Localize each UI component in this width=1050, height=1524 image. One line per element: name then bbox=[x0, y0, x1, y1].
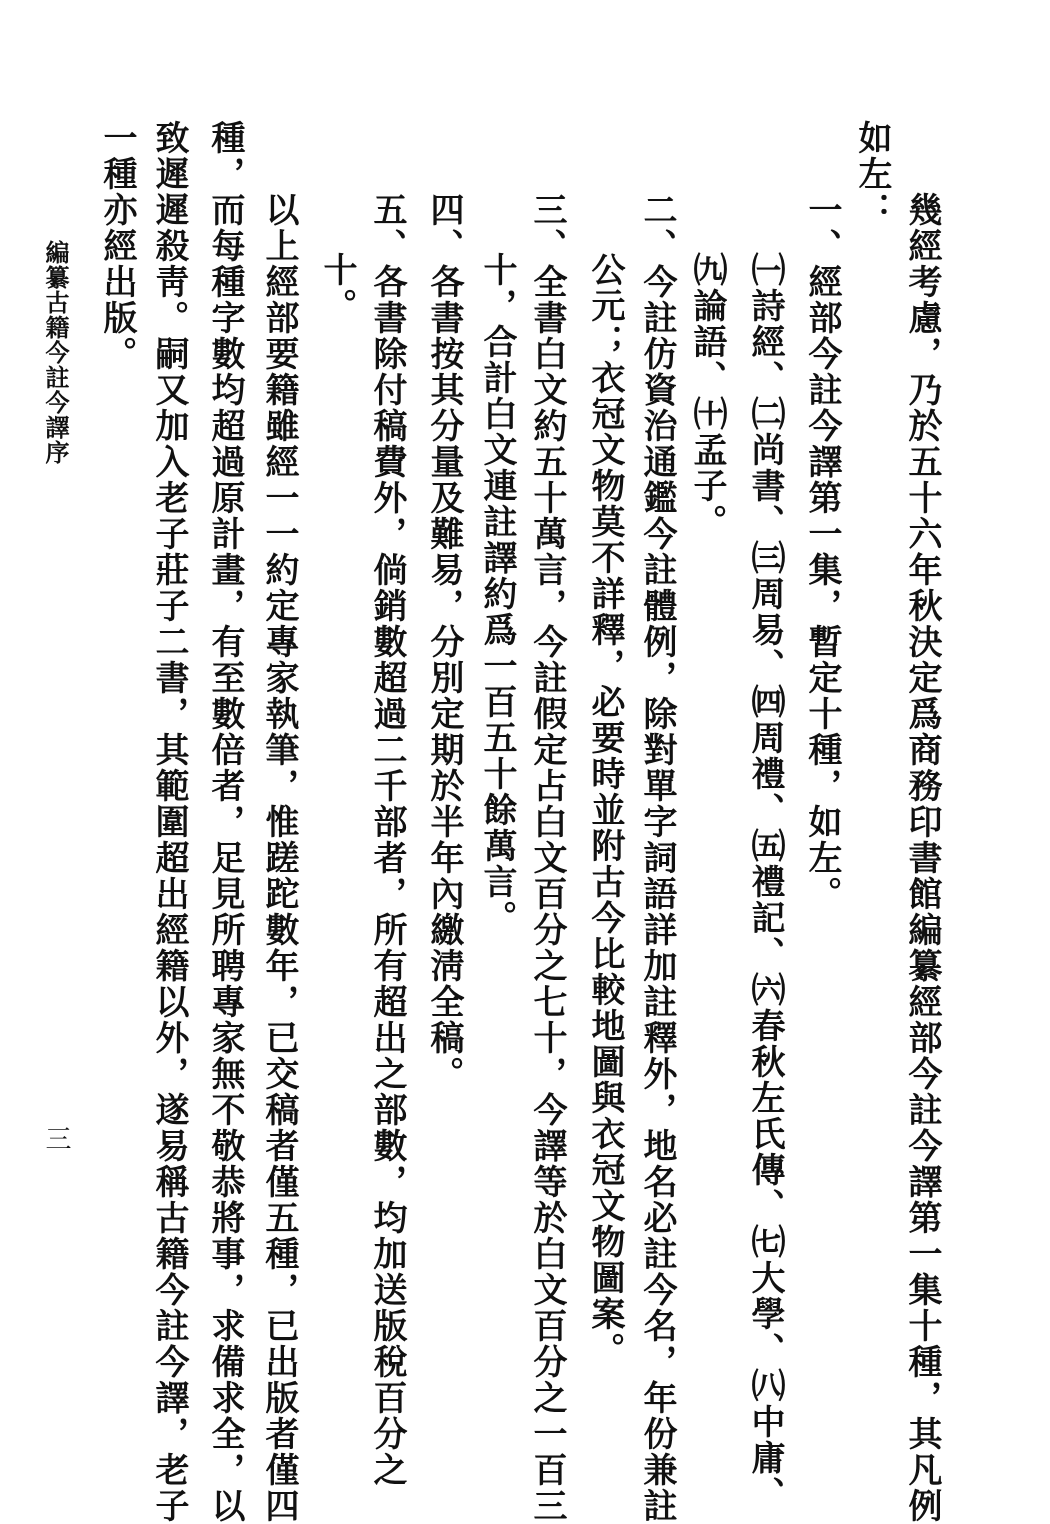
text-column-4: ㈠詩經、㈡尚書、㈢周易、㈣周禮、㈤禮記、㈥春秋左氏傳、㈦大學、㈧中庸、 bbox=[745, 252, 785, 1512]
text-column-1: 幾經考慮，乃於五十六年秋決定爲商務印書館編纂經部今註今譯第一集十種，其凡例 bbox=[902, 192, 942, 1524]
text-column-9: 十，合計白文連註譯約爲一百五十餘萬言。 bbox=[477, 252, 517, 936]
text-column-7: 公元；衣冠文物莫不詳釋，必要時並附古今比較地圖與衣冠文物圖案。 bbox=[585, 252, 625, 1368]
text-column-8: 三、全書白文約五十萬言，今註假定占白文百分之七十，今譯等於白文百分之一百三 bbox=[527, 192, 567, 1524]
page-number: 三 bbox=[41, 1125, 71, 1151]
text-column-5: ㈨論語、㈩孟子。 bbox=[687, 252, 727, 540]
text-column-14: 種，而每種字數均超過原計畫，有至數倍者，足見所聘專家無不敬恭將事，求備求全，以 bbox=[205, 120, 245, 1524]
text-column-2: 如左： bbox=[852, 120, 892, 228]
text-column-10: 四、各書按其分量及難易，分別定期於半年內繳淸全稿。 bbox=[424, 192, 464, 1092]
text-column-12: 十。 bbox=[317, 252, 357, 324]
text-column-3: 一、經部今註今譯第一集，暫定十種，如左。 bbox=[802, 192, 842, 912]
text-column-11: 五、各書除付稿費外，倘銷數超過二千部者，所有超出之部數，均加送版稅百分之 bbox=[367, 192, 407, 1488]
text-column-13: 以上經部要籍雖經一一約定專家執筆，惟蹉跎數年，已交稿者僅五種，已出版者僅四 bbox=[259, 192, 299, 1524]
text-column-16: 一種亦經出版。 bbox=[97, 120, 137, 372]
text-column-15: 致遲遲殺靑。嗣又加入老子莊子二書，其範圍超出經籍以外，遂易稱古籍今註今譯，老子 bbox=[149, 120, 189, 1524]
running-title: 編纂古籍今註今譯序 bbox=[41, 240, 70, 465]
text-column-6: 二、今註仿資治通鑑今註體例，除對單字詞語詳加註釋外，地名必註今名，年份兼註 bbox=[637, 192, 677, 1524]
